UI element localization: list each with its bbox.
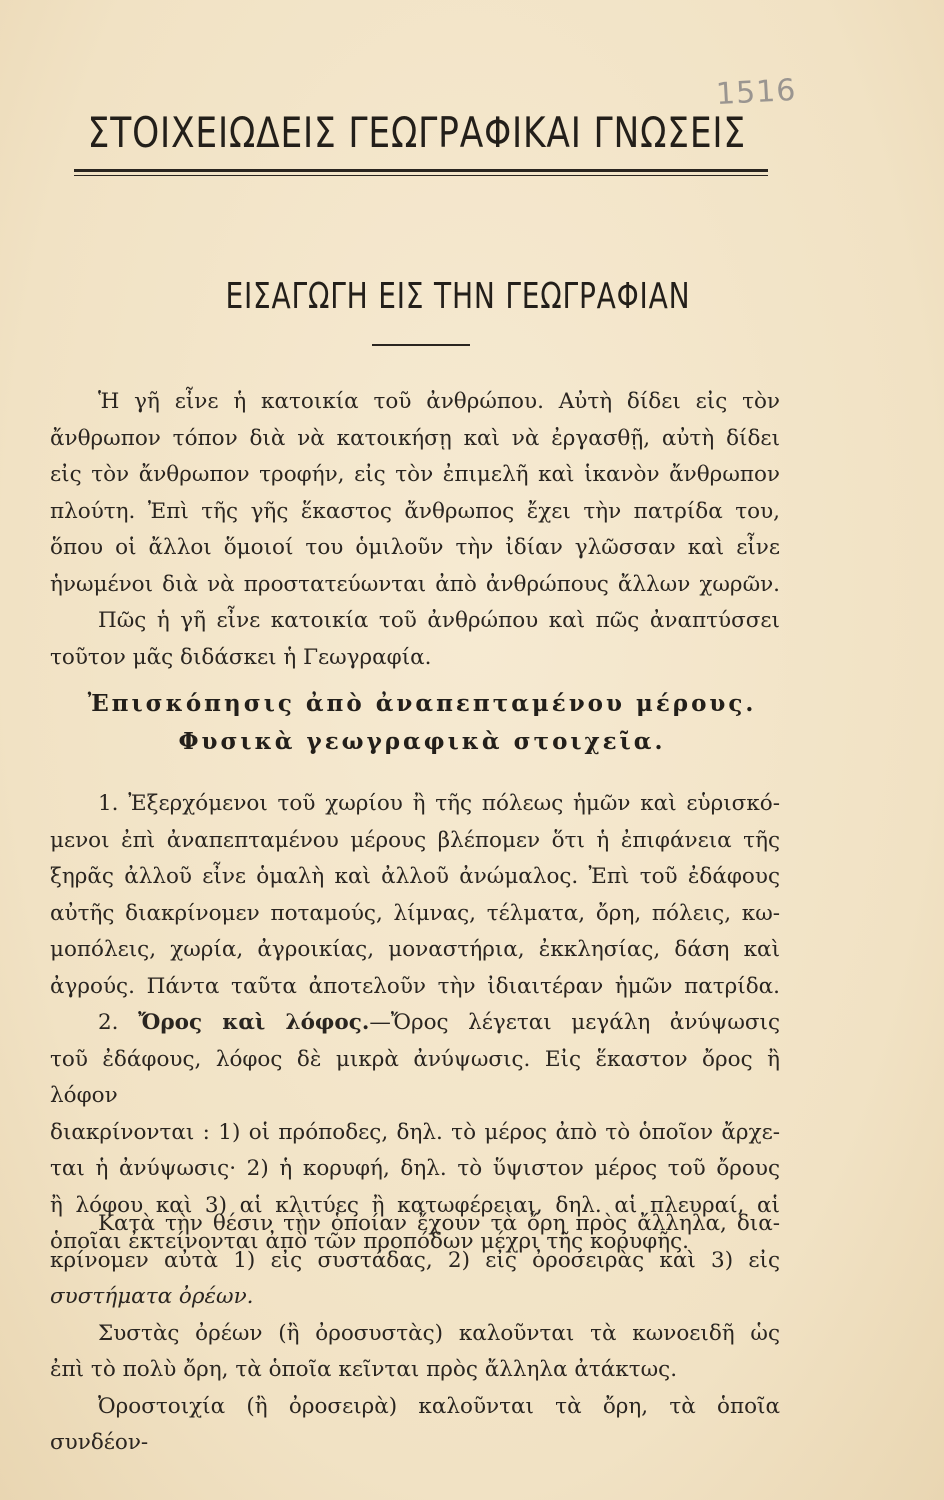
intro-paragraph xyxy=(50,384,780,676)
text-line: κρίνομεν αὐτὰ 1) εἰς συστάδας, 2) εἰς ὀροσειρὰς καὶ 3) εἰς xyxy=(50,1247,780,1273)
text-line: ἀγρούς. Πάντα ταῦτα ἀποτελοῦν τὴν ἰδιαιτέραν ἡμῶν πατρίδα. xyxy=(50,973,780,999)
subheading-physical-elements: Φυσικὰ γεωγραφικὰ στοιχεῖα. xyxy=(178,728,666,755)
section-title: ΕΙΣΑΓΩΓΗ ΕΙΣ ΤΗΝ ΓΕΩΓΡΑΦΙΑΝ xyxy=(225,276,691,317)
text-line: ὅπου οἱ ἄλλοι ὅμοιοί του ὁμιλοῦν τὴν ἰδίαν γλῶσσαν καὶ εἶνε xyxy=(50,535,780,560)
text-line: ὁποῖαι ἐκτείνονται ἀπὸ τῶν προπόδων μέχρι τῆς κορυφῆς. xyxy=(50,1229,689,1254)
text-line xyxy=(50,1005,780,1042)
text-line: ἐπὶ τὸ πολὺ ὄρη, τὰ ὁποῖα κεῖνται πρὸς ἄλληλα ἀτάκτως. xyxy=(50,1357,678,1382)
paragraph-heading: Ὄρος καὶ λόφος. xyxy=(138,1010,370,1035)
text-line: Πῶς ἡ γῆ εἶνε κατοικία τοῦ ἀνθρώπου καὶ πῶς ἀναπτύσσει xyxy=(98,608,780,633)
text-line: πλούτη. Ἐπὶ τῆς γῆς ἕκαστος ἄνθρωπος ἔχει τὴν πατρίδα του, xyxy=(50,498,780,524)
mountain-types-paragraphs xyxy=(50,1206,780,1462)
text-line: μενοι ἐπὶ ἀναπεπταμένου μέρους βλέπομεν ὅτι ἡ ἐπιφάνεια τῆς xyxy=(50,827,780,853)
handwritten-page-number: 1516 xyxy=(715,72,798,113)
paragraph-number: 2. xyxy=(98,1010,119,1035)
text-line: τοῦ ἐδάφους, λόφος δὲ μικρὰ ἀνύψωσις. Εἰς ἕκαστον ὄρος ἢ λόφον xyxy=(50,1046,780,1108)
text-line: 1. Ἐξερχόμενοι τοῦ χωρίου ἢ τῆς πόλεως ἡμῶν καὶ εὑρισκό- xyxy=(98,791,780,816)
title-rule-thick xyxy=(74,169,768,172)
text-span: —Ὄρος λέγεται μεγάλη ἀνύψωσις xyxy=(369,1010,781,1035)
section-divider xyxy=(372,344,470,346)
subheading-overview: Ἐπισκόπησις ἀπὸ ἀναπεπταμένου μέρους. xyxy=(87,690,757,717)
text-line: αὐτῆς διακρίνομεν ποταμούς, λίμνας, τέλματα, ὄρη, πόλεις, κω- xyxy=(50,900,780,926)
text-line: ξηρᾶς ἀλλοῦ εἶνε ὁμαλὴ καὶ ἀλλοῦ ἀνώμαλος. Ἐπὶ τοῦ ἐδάφους xyxy=(50,864,780,889)
text-line: τοῦτον μᾶς διδάσκει ἡ Γεωγραφία. xyxy=(50,644,432,670)
title-rule-thin xyxy=(74,175,768,176)
text-line: διακρίνονται : 1) οἱ πρόποδες, δηλ. τὸ μέρος ἀπὸ τὸ ὁποῖον ἄρχε- xyxy=(50,1119,780,1145)
text-line: συστήματα ὀρέων. xyxy=(50,1284,254,1309)
text-line: Συστὰς ὀρέων (ἢ ὀροσυστὰς) καλοῦνται τὰ κωνοειδῆ ὡς xyxy=(98,1320,780,1346)
body-paragraphs xyxy=(50,786,780,1261)
main-title: ΣΤΟΙΧΕΙΩΔΕΙΣ ΓΕΩΓΡΑΦΙΚΑΙ ΓΝΩΣΕΙΣ xyxy=(87,108,746,157)
text-line: Ὀροστοιχία (ἢ ὀροσειρὰ) καλοῦνται τὰ ὄρη, τὰ ὁποῖα συνδέον- xyxy=(50,1393,780,1455)
text-line: ἢ λόφου καὶ 3) αἱ κλιτύες ἢ κατωφέρειαι, δηλ. αἱ πλευραί, αἱ xyxy=(50,1192,780,1218)
text-line: μοπόλεις, χωρία, ἀγροικίας, μοναστήρια, ἐκκλησίας, δάση καὶ xyxy=(50,937,780,962)
text-line: εἰς τὸν ἄνθρωπον τροφήν, εἰς τὸν ἐπιμελῆ καὶ ἱκανὸν ἄνθρωπον xyxy=(50,462,780,487)
text-line: ται ἡ ἀνύψωσις· 2) ἡ κορυφή, δηλ. τὸ ὕψιστον μέρος τοῦ ὄρους xyxy=(50,1156,780,1181)
text-line: Ἡ γῆ εἶνε ἡ κατοικία τοῦ ἀνθρώπου. Αὐτὴ δίδει εἰς τὸν xyxy=(98,389,780,414)
text-line: Κατὰ τὴν θέσιν τὴν ὁποίαν ἔχουν τὰ ὄρη πρὸς ἄλληλα, δια- xyxy=(98,1211,780,1236)
text-line: ἄνθρωπον τόπον διὰ νὰ κατοικήσῃ καὶ νὰ ἐργασθῇ, αὐτὴ δίδει xyxy=(50,425,780,451)
text-line: ἡνωμένοι διὰ νὰ προστατεύωνται ἀπὸ ἀνθρώπους ἄλλων χωρῶν. xyxy=(50,571,780,597)
